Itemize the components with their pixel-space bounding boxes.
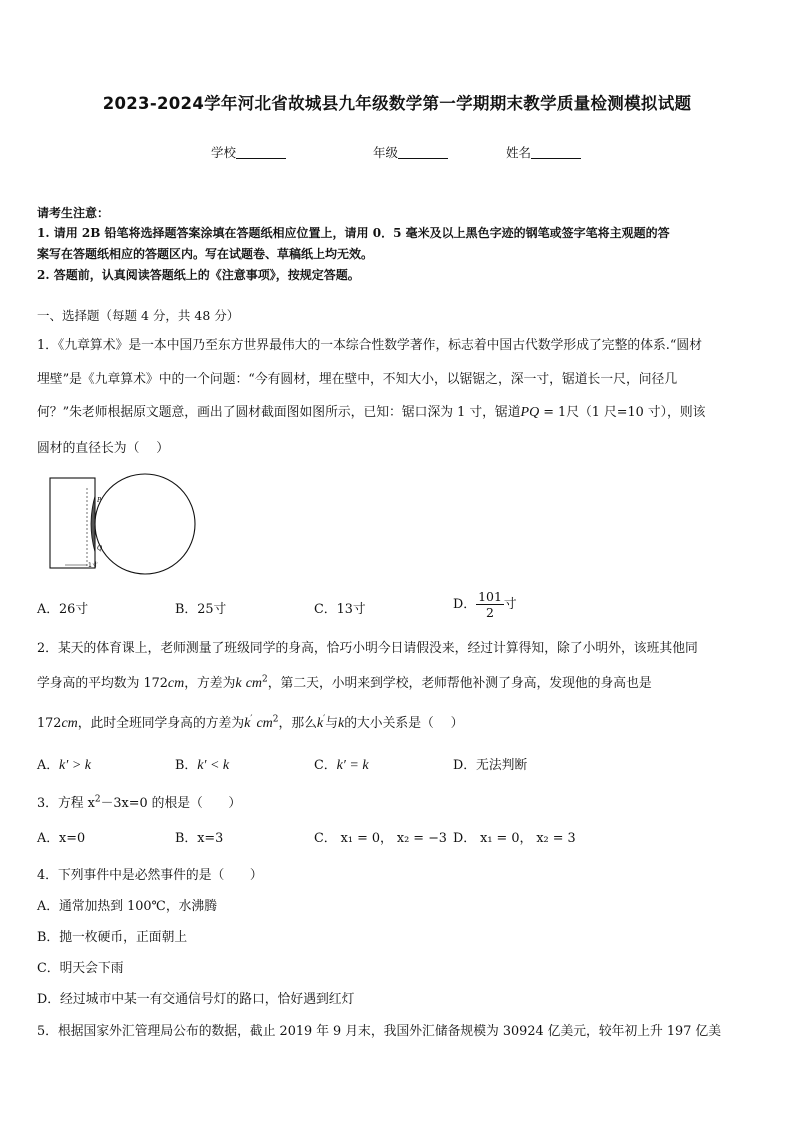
q3-option-a: A．x=0 [37, 831, 86, 846]
notice-line-2: 2. 答题前，认真阅读答题纸上的《注意事项》，按规定答题。 [37, 268, 360, 282]
q3-option-d: D． x₁ = 0， x₂ = 3 [453, 831, 576, 846]
q2-line-2b: ，方差为 [184, 676, 236, 691]
school-field [211, 143, 286, 161]
q2-line-3a: 172 [37, 716, 62, 731]
q1-line-1: 1．《九章算术》是一本中国乃至东方世界最伟大的一本综合性数学著作，标志着中国古代数学形成了完整的体系.“圆材 [37, 338, 702, 353]
fraction-denominator: 2 [486, 605, 494, 620]
q2-option-a [37, 754, 91, 774]
q1-figure [45, 468, 200, 583]
q2-option-a-prefix: A． [37, 758, 60, 773]
q2-line-2: 学身高的平均数为 172cm，方差为k $cm^2$，第二天，小明来到学校，老师帮他补测了身高，发现他的身高也是 [37, 674, 652, 691]
q2-cm-unit: cm [167, 676, 185, 691]
q2-k-prime-2: k [316, 716, 324, 731]
q2-line-3: 172cm，此时全班同学身高的方差为k′ $cm^2$，那么k′与k的大小关系是（ ） [37, 714, 464, 731]
point-p-label: P [97, 496, 102, 504]
q2-option-d: D．无法判断 [453, 758, 528, 773]
q1-option-d-prefix: D． [453, 597, 477, 612]
q4-option-b: B．抛一枚硬币，正面朝上 [37, 930, 188, 945]
notice-line-1b: 案写在答题纸相应的答题区内。写在试题卷、草稿纸上均无效。 [37, 247, 374, 261]
q4-stem: 4．下列事件中是必然事件的是（ ） [37, 868, 263, 883]
q1-option-d-suffix: 寸 [503, 597, 517, 612]
q1-line-2: 埋壁”是《九章算术》中的一个问题：“今有圆材，埋在壁中，不知大小，以锯锯之，深一寸，锯道长一尺，问径几 [37, 372, 678, 387]
name-field [506, 143, 581, 161]
unit-label: 1寸 [88, 562, 98, 569]
q1-line-3a: 何？”朱老师根据原文题意，画出了圆材截面图如图所示，已知：锯口深为 1 寸，锯道 [37, 405, 521, 420]
fraction-numerator: 101 [478, 589, 502, 604]
q2-option-b-math: k′ < k [197, 758, 230, 773]
q2-option-c [314, 754, 369, 774]
notice-line-1a: 1. 请用 2B 铅笔将选择题答案涂填在答题纸相应位置上，请用 0．5 毫米及以上黑色字迹的钢笔或签字笔将主观题的答 [37, 226, 670, 240]
name-blank [531, 146, 581, 159]
q2-k: k [337, 716, 345, 731]
q2-option-c-math: k′ = k [336, 758, 369, 773]
q3-stem: 3．方程 $x^2-3x=0$ 的根是（ ） [37, 794, 242, 811]
saw-cut-segment [91, 496, 95, 552]
q2-cm-unit-2: cm [61, 716, 78, 731]
q2-line-3e: 的大小关系是（ ） [344, 716, 464, 731]
q2-line-3b: ，此时全班同学身高的方差为 [77, 716, 245, 731]
q2-option-b-prefix: B． [175, 758, 198, 773]
q1-option-c: C．13寸 [314, 602, 366, 617]
q1-line-3 [37, 401, 705, 421]
q1-line-4: 圆材的直径长为（ ） [37, 441, 170, 456]
q2-line-3d: 与 [325, 716, 338, 731]
q3-stem-post: －3x=0 的根是（ ） [100, 796, 242, 811]
q3-option-b: B．x=3 [175, 831, 224, 846]
page-title: 2023-2024学年河北省故城县九年级数学第一学期期末教学质量检测模拟试题 [102, 94, 692, 113]
q2-line-3c: ，那么 [278, 716, 317, 731]
notice-heading: 请考生注意： [37, 206, 110, 220]
q2-line-2c: ，第二天，小明来到学校，老师帮他补测了身高，发现他的身高也是 [267, 676, 652, 691]
name-label: 姓名 [506, 145, 532, 160]
q2-cm2-unit: cm [245, 676, 263, 691]
wall-rectangle [50, 478, 95, 568]
q1-option-d-fraction [476, 589, 504, 620]
grade-field [373, 143, 448, 161]
q1-pq-symbol: PQ [520, 405, 540, 420]
q4-option-d: D．经过城市中某一有交通信号灯的路口，恰好遇到红灯 [37, 992, 355, 1007]
q2-option-b [175, 754, 229, 774]
q3-stem-pre: 3．方程 x [37, 796, 95, 811]
q2-option-a-math: k′ > k [59, 758, 91, 773]
q1-option-a: A．26寸 [37, 602, 89, 617]
q2-k-prime: k [244, 716, 251, 731]
school-blank [236, 146, 286, 159]
q2-line-1: 2．某天的体育课上，老师测量了班级同学的身高，恰巧小明今日请假没来，经过计算得知，除了小明外，该班其他同 [37, 641, 698, 656]
log-circle [95, 474, 195, 574]
point-q-label: Q [97, 544, 103, 552]
school-label: 学校 [211, 145, 237, 160]
q3-option-c: C． x₁ = 0， x₂ = −3 [314, 831, 447, 846]
q5-line-1: 5．根据国家外汇管理局公布的数据，截止 2019 年 9 月末，我国外汇储备规模为 30924 亿美元，较年初上升 197 亿美 [37, 1024, 721, 1039]
grade-blank [398, 146, 448, 159]
q2-option-c-prefix: C． [314, 758, 337, 773]
q2-variance-k: k [235, 676, 242, 691]
q4-option-c: C．明天会下雨 [37, 961, 124, 976]
grade-label: 年级 [373, 145, 399, 160]
q1-option-b: B．25寸 [175, 602, 227, 617]
q1-option-d [453, 589, 517, 620]
q2-line-2a: 学身高的平均数为 172 [37, 676, 168, 691]
section-heading: 一、选择题（每题 4 分，共 48 分） [37, 308, 240, 323]
q1-line-3b: 尺（1 尺=10 寸），则该 [566, 405, 706, 420]
q2-cm2-unit-2: cm [256, 716, 273, 731]
q4-option-a: A．通常加热到 100℃，水沸腾 [37, 899, 218, 914]
q1-pq-eq: = 1 [539, 405, 567, 420]
